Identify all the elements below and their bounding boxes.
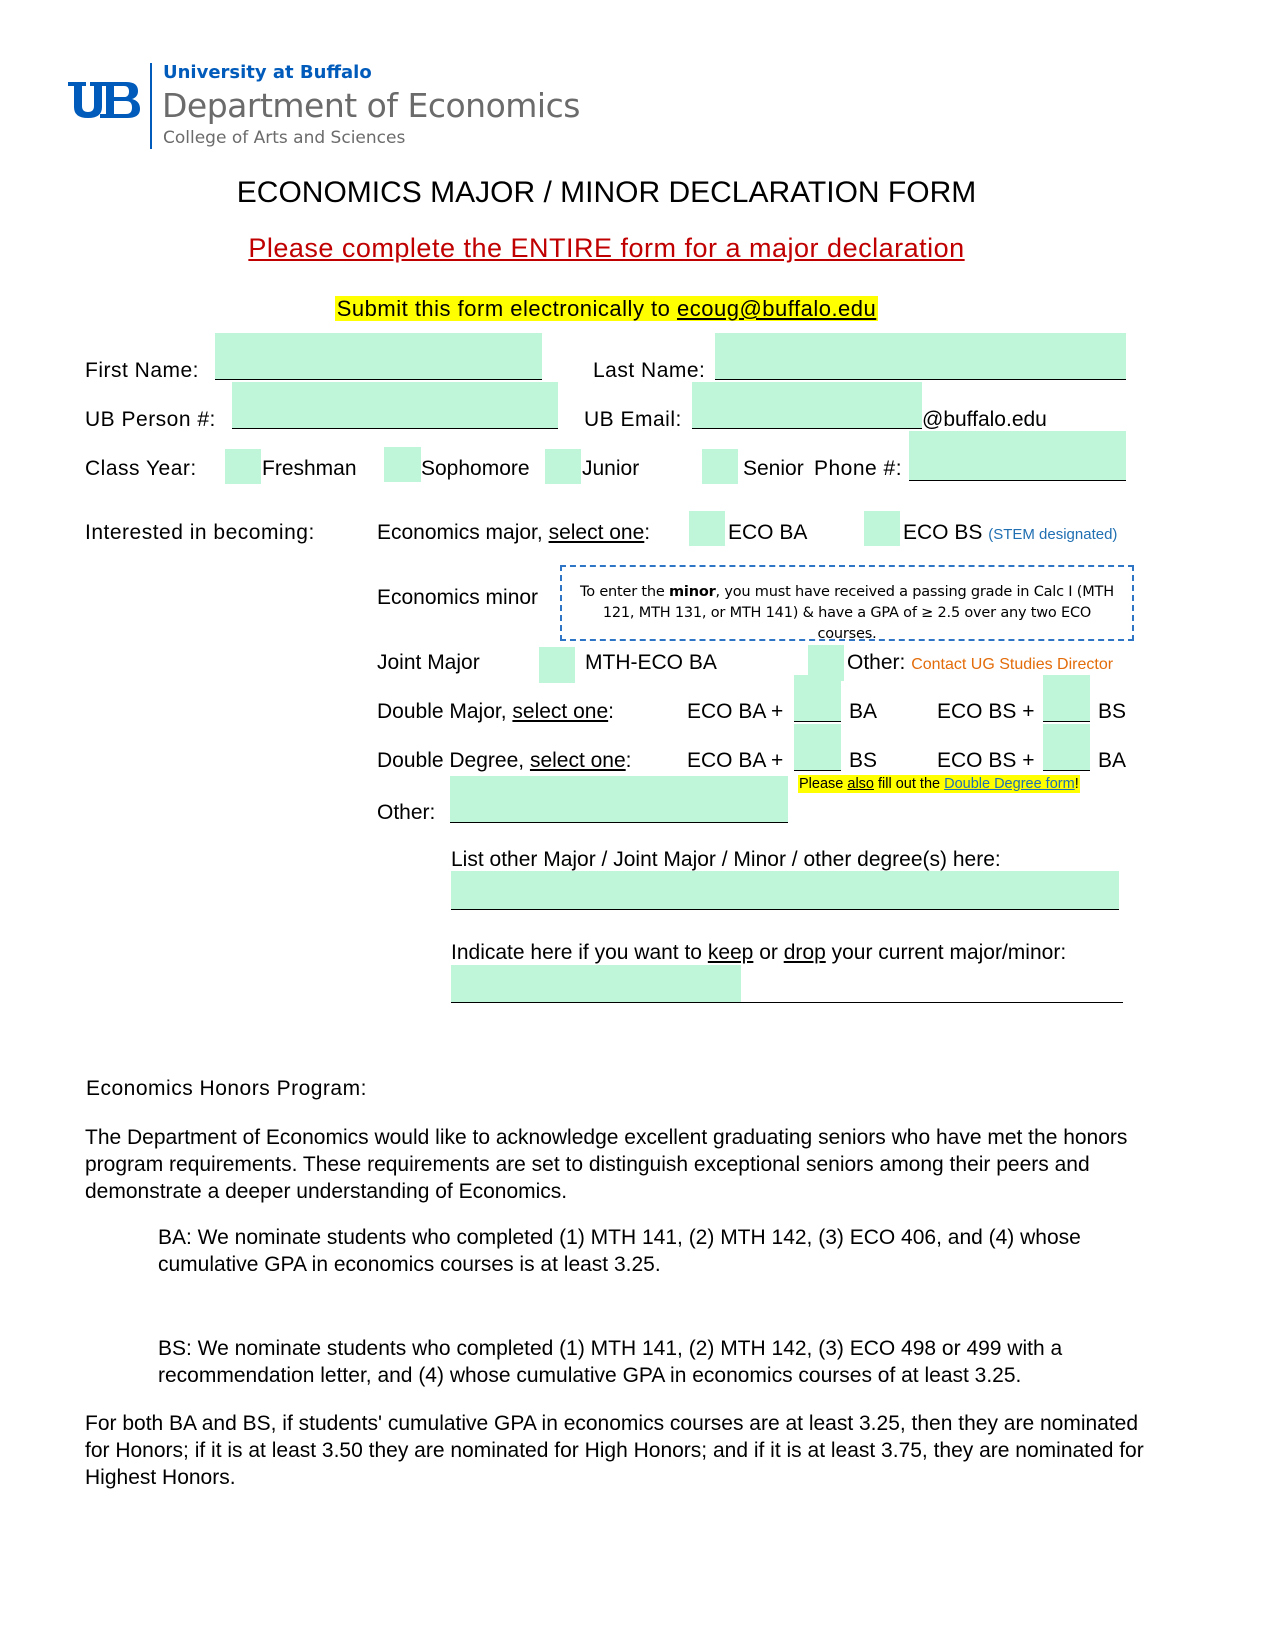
- other-label: Other:: [377, 801, 436, 824]
- honors-heading: Economics Honors Program:: [86, 1077, 367, 1100]
- ub-email-field[interactable]: [692, 382, 922, 429]
- last-name-field[interactable]: [715, 333, 1126, 380]
- dm-eco-bs-plus: ECO BS +: [937, 700, 1035, 723]
- minor-requirement-note: To enter the minor, you must have received a passing grade in Calc I (MTH 121, MTH 131, or MTH 141) & have a GPA of ≥ 2.5 over any two ECO courses.: [560, 565, 1134, 641]
- first-name-field[interactable]: [215, 333, 542, 380]
- dd-eco-ba-plus: ECO BA +: [687, 749, 784, 772]
- form-subtitle: Please complete the ENTIRE form for a major declaration: [248, 233, 965, 263]
- email-label: UB Email:: [584, 408, 682, 431]
- eco-ba-label: ECO BA: [728, 521, 808, 544]
- senior-checkbox[interactable]: [702, 449, 738, 484]
- submit-email-link[interactable]: ecoug@buffalo.edu: [677, 296, 877, 321]
- honors-bs: BS: We nominate students who completed (1) MTH 141, (2) MTH 142, (3) ECO 498 or 499 with a recommendation letter, and (4) whose cumulative GPA in economics courses of at least 3.25.: [158, 1337, 1063, 1387]
- mth-eco-ba-checkbox[interactable]: [539, 647, 575, 683]
- ub-logo-mark: [66, 80, 142, 120]
- minor-label: Economics minor: [377, 586, 539, 609]
- dm-bs-label: BS: [1098, 700, 1127, 723]
- dm-ba-blank[interactable]: [794, 675, 841, 722]
- dm-ba-label: BA: [849, 700, 878, 723]
- submit-instruction: [0, 296, 1213, 322]
- sophomore-checkbox[interactable]: [384, 447, 421, 482]
- college-name: College of Arts and Sciences: [163, 128, 406, 148]
- last-name-label: Last Name:: [593, 359, 706, 382]
- dd-ba-label: BA: [1098, 749, 1127, 772]
- honors-both: For both BA and BS, if students' cumulative GPA in economics courses are at least 3.25, then they are nominated for Honors; if it is at least 3.50 they are nominated for High Honors; and if it is at least 3.75, they are nominated for Highest Honors.: [85, 1412, 1144, 1489]
- first-name-label: First Name:: [85, 359, 200, 382]
- dd-bs-label: BS: [849, 749, 878, 772]
- class-year-label: Class Year:: [85, 457, 197, 480]
- list-other-field[interactable]: [451, 871, 1119, 910]
- honors-ba: BA: We nominate students who completed (1) MTH 141, (2) MTH 142, (3) ECO 406, and (4) whose cumulative GPA in economics courses is at least 3.25.: [158, 1226, 1081, 1276]
- stem-note: (STEM designated): [988, 526, 1118, 543]
- sophomore-label: Sophomore: [421, 457, 530, 480]
- senior-label: Senior: [743, 457, 804, 480]
- department-name: Department of Economics: [162, 86, 580, 125]
- junior-checkbox[interactable]: [545, 449, 581, 484]
- dd-ba-blank[interactable]: [1043, 724, 1090, 771]
- keep-drop-label: Indicate here if you want to keep or drop your current major/minor:: [451, 941, 1067, 964]
- phone-label: Phone #:: [814, 457, 903, 480]
- eco-ba-checkbox[interactable]: [689, 511, 725, 546]
- interest-label: Interested in becoming:: [85, 521, 315, 544]
- freshman-checkbox[interactable]: [225, 449, 261, 484]
- freshman-label: Freshman: [262, 457, 357, 480]
- keep-drop-line: [451, 1002, 1123, 1003]
- junior-label: Junior: [582, 457, 640, 480]
- email-suffix: @buffalo.edu: [922, 408, 1047, 431]
- form-title: ECONOMICS MAJOR / MINOR DECLARATION FORM: [236, 176, 977, 209]
- person-number-field[interactable]: [232, 382, 558, 429]
- double-degree-note: Please also fill out the Double Degree form!: [799, 776, 1079, 792]
- list-other-label: List other Major / Joint Major / Minor / other degree(s) here:: [451, 848, 1001, 871]
- joint-other-label: Other: Contact UG Studies Director: [847, 651, 1114, 674]
- dm-bs-blank[interactable]: [1043, 675, 1090, 722]
- keep-drop-field[interactable]: [451, 965, 741, 1002]
- major-select-label: Economics major, select one:: [377, 521, 651, 544]
- submit-prefix: Submit this form electronically to: [336, 296, 678, 321]
- honors-intro: The Department of Economics would like to acknowledge excellent graduating seniors who have met the honors program requirements. These requirements are set to distinguish exceptional seniors among their peers and demonstrate a deeper understanding of Economics.: [85, 1126, 1128, 1203]
- logo-divider: [150, 63, 152, 149]
- dm-eco-ba-plus: ECO BA +: [687, 700, 784, 723]
- dd-eco-bs-plus: ECO BS +: [937, 749, 1035, 772]
- double-major-label: Double Major, select one:: [377, 700, 614, 723]
- university-name: University at Buffalo: [163, 62, 372, 83]
- joint-major-label: Joint Major: [377, 651, 480, 674]
- double-degree-label: Double Degree, select one:: [377, 749, 632, 772]
- contact-director-note: Contact UG Studies Director: [911, 656, 1114, 673]
- mth-eco-ba-label: MTH-ECO BA: [585, 651, 717, 674]
- dd-bs-blank[interactable]: [794, 724, 841, 771]
- eco-bs-checkbox[interactable]: [864, 511, 900, 546]
- eco-bs-label: ECO BS (STEM designated): [903, 521, 1118, 544]
- other-field[interactable]: [450, 776, 788, 823]
- double-degree-form-link[interactable]: Double Degree form: [944, 776, 1075, 792]
- phone-field[interactable]: [909, 431, 1126, 481]
- person-number-label: UB Person #:: [85, 408, 216, 431]
